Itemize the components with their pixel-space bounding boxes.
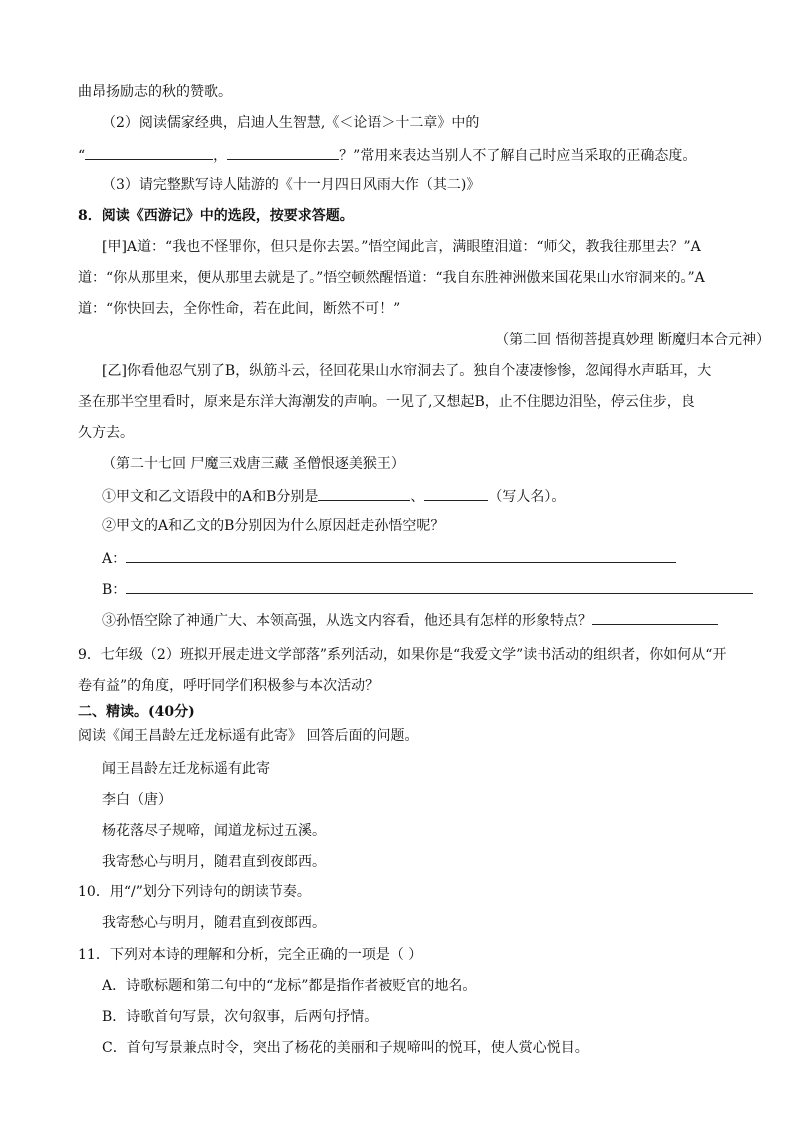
question-8: 8．阅读《西游记》中的选段，按要求答题。 xyxy=(78,208,354,224)
poem-line: 杨花落尽子规啼，闻道龙标过五溪。 xyxy=(102,823,326,839)
passage-jia-line: 道：“你快回去，全你性命，若在此间，断然不可！” xyxy=(78,301,401,317)
poem-author: 李白（唐） xyxy=(102,792,172,808)
text-line: （2）阅读儒家经典，启迪人生智慧,《＜论语＞十二章》中的 xyxy=(102,115,480,131)
passage-jia-source: （第二回 悟彻菩提真妙理 断魔归本合元神） xyxy=(495,332,770,348)
question-10: 10．用“/”划分下列诗句的朗读节奏。 xyxy=(78,884,311,900)
text-line: 曲昂扬励志的秋的赞歌。 xyxy=(78,84,232,100)
reading-instruction: 阅读《闻王昌龄左迁龙标遥有此寄》 回答后面的问题。 xyxy=(78,728,419,744)
quote-close-text: ？”常用来表达当别人不了解自己时应当采取的正确态度。 xyxy=(339,148,697,164)
answer-line-b xyxy=(102,578,753,600)
subquestion-1 xyxy=(102,485,565,507)
answer-blank[interactable] xyxy=(592,609,718,625)
separator: 、 xyxy=(410,489,425,505)
subquestion-2: ②甲文的A和乙文的B分别因为什么原因赶走孙悟空呢？ xyxy=(102,518,445,534)
answer-blank-b[interactable] xyxy=(424,485,488,501)
passage-yi-line: 久方去。 xyxy=(78,425,134,441)
quote-open: “ xyxy=(78,148,86,164)
answer-label-a: A： xyxy=(102,551,127,567)
question-9-line: 卷有益”的角度，呼吁同学们积极参与本次活动？ xyxy=(78,678,380,694)
comma: ， xyxy=(213,148,228,164)
question-9-line: 9．七年级（2）班拟开展走进文学部落”系列活动，如果你是“我爱文学”读书活动的组织者，你如何从“开 xyxy=(78,647,727,663)
answer-blank[interactable] xyxy=(227,144,339,160)
question-11: 11．下列对本诗的理解和分析，完全正确的一项是（ ） xyxy=(78,947,423,963)
poem-line: 我寄愁心与明月，随君直到夜郎西。 xyxy=(102,854,326,870)
fill-in-line xyxy=(78,144,696,166)
text-line: （3）请完整默写诗人陆游的《十一月四日风雨大作（其二)》 xyxy=(102,177,481,193)
question-10-line: 我寄愁心与明月，随君直到夜郎西。 xyxy=(102,915,326,931)
subquestion-1-text: ①甲文和乙文语段中的A和B分别是 xyxy=(102,489,319,505)
subquestion-3-text: ③孙悟空除了神通广大、本领高强，从选文内容看，他还具有怎样的形象特点？ xyxy=(102,613,592,629)
passage-jia-line: [甲]A道：“我也不怪罪你，但只是你去罢。”悟空闻此言，满眼堕泪道：“师父，教我往那里去？”A xyxy=(102,239,701,255)
answer-blank-a[interactable] xyxy=(318,485,410,501)
subquestion-3 xyxy=(102,609,718,631)
subquestion-1-note: （写人名）。 xyxy=(488,489,566,505)
passage-yi-line: 圣在那半空里看时，原来是东洋大海潮发的声响。一见了,又想起B，止不住腮边泪坠，停云住步，良 xyxy=(78,394,695,410)
section-heading: 二、精读。(40分) xyxy=(78,704,195,720)
answer-line-a xyxy=(102,547,676,569)
answer-blank[interactable] xyxy=(126,547,676,563)
passage-jia-line: 道：“你从那里来，便从那里去就是了。”悟空顿然醒悟道：“我自东胜神洲傲来国花果山水帘洞来的。”A xyxy=(78,270,705,286)
answer-blank[interactable] xyxy=(126,578,753,594)
passage-yi-source: （第二十七回 尸魔三戏唐三藏 圣僧恨逐美猴王） xyxy=(102,456,405,472)
passage-yi-line: [乙]你看他忍气别了B，纵筋斗云，径回花果山水帘洞去了。独自个凄凄惨惨，忽闻得水声聒耳，大 xyxy=(102,363,712,379)
option-b[interactable]: B．诗歌首句写景，次句叙事，后两句抒情。 xyxy=(102,1009,379,1025)
option-c[interactable]: C．首句写景兼点时令，突出了杨花的美丽和子规啼叫的悦耳，使人赏心悦目。 xyxy=(102,1040,589,1056)
answer-blank[interactable] xyxy=(85,144,213,160)
answer-label-b: B： xyxy=(102,582,127,598)
poem-title: 闻王昌龄左迁龙标遥有此寄 xyxy=(102,761,270,777)
option-a[interactable]: A．诗歌标题和第二句中的“龙标”都是指作者被贬官的地名。 xyxy=(102,978,477,994)
